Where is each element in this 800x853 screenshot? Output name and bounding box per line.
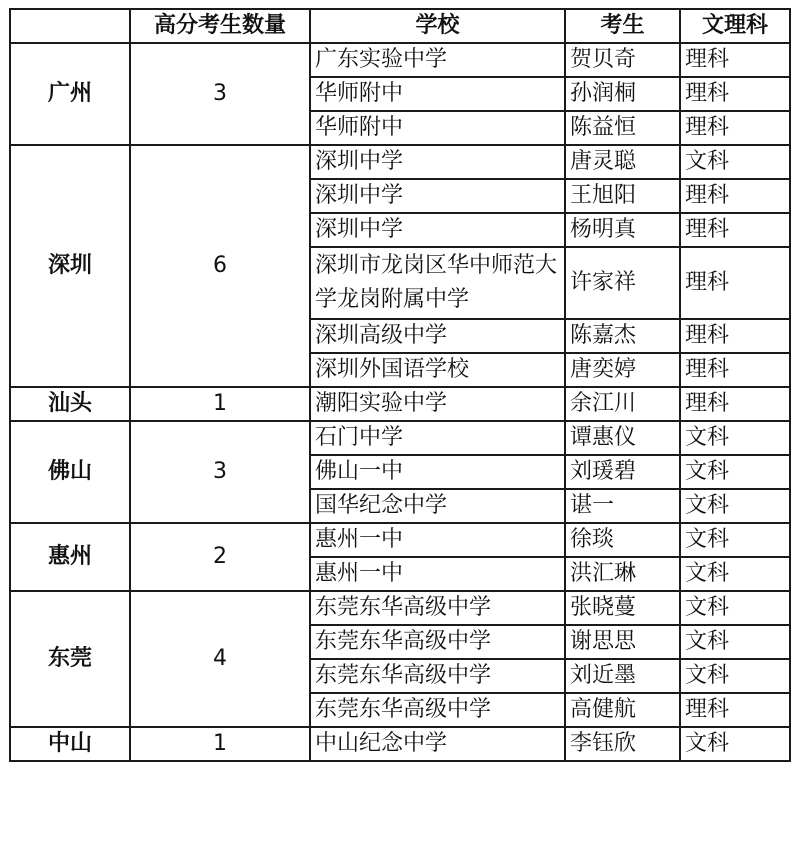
table-row xyxy=(10,387,790,421)
student-cell: 刘近墨 xyxy=(565,659,680,693)
school-cell: 国华纪念中学 xyxy=(310,489,565,523)
school-cell: 东莞东华高级中学 xyxy=(310,659,565,693)
track-cell: 文科 xyxy=(680,625,790,659)
header-count: 高分考生数量 xyxy=(130,9,310,43)
count-cell: 4 xyxy=(130,591,310,727)
school-cell: 深圳中学 xyxy=(310,145,565,179)
school-cell: 惠州一中 xyxy=(310,523,565,557)
school-cell: 东莞东华高级中学 xyxy=(310,591,565,625)
student-cell: 谌一 xyxy=(565,489,680,523)
track-cell: 文科 xyxy=(680,727,790,761)
table-row xyxy=(10,421,790,455)
track-cell: 理科 xyxy=(680,179,790,213)
track-cell: 理科 xyxy=(680,111,790,145)
student-cell: 高健航 xyxy=(565,693,680,727)
track-cell: 文科 xyxy=(680,489,790,523)
school-cell: 中山纪念中学 xyxy=(310,727,565,761)
student-cell: 张晓蔓 xyxy=(565,591,680,625)
student-cell: 徐琰 xyxy=(565,523,680,557)
count-cell: 3 xyxy=(130,43,310,145)
track-cell: 文科 xyxy=(680,591,790,625)
student-cell: 陈嘉杰 xyxy=(565,319,680,353)
student-cell: 刘瑗碧 xyxy=(565,455,680,489)
student-cell: 谭惠仪 xyxy=(565,421,680,455)
table-row xyxy=(10,727,790,761)
header-row xyxy=(10,9,790,43)
city-cell: 汕头 xyxy=(10,387,130,421)
track-cell: 文科 xyxy=(680,557,790,591)
track-cell: 文科 xyxy=(680,421,790,455)
student-cell: 唐灵聪 xyxy=(565,145,680,179)
header-city xyxy=(10,9,130,43)
student-cell: 唐奕婷 xyxy=(565,353,680,387)
track-cell: 文科 xyxy=(680,659,790,693)
track-cell: 理科 xyxy=(680,693,790,727)
school-cell: 东莞东华高级中学 xyxy=(310,693,565,727)
table-body xyxy=(10,43,790,761)
school-cell: 东莞东华高级中学 xyxy=(310,625,565,659)
student-cell: 王旭阳 xyxy=(565,179,680,213)
count-cell: 1 xyxy=(130,727,310,761)
track-cell: 理科 xyxy=(680,43,790,77)
school-cell: 深圳中学 xyxy=(310,213,565,247)
count-cell: 1 xyxy=(130,387,310,421)
city-cell: 深圳 xyxy=(10,145,130,387)
count-cell: 6 xyxy=(130,145,310,387)
track-cell: 理科 xyxy=(680,213,790,247)
count-cell: 3 xyxy=(130,421,310,523)
city-cell: 东莞 xyxy=(10,591,130,727)
table-row xyxy=(10,523,790,557)
table-row xyxy=(10,591,790,625)
student-cell: 洪汇琳 xyxy=(565,557,680,591)
school-cell: 潮阳实验中学 xyxy=(310,387,565,421)
city-cell: 中山 xyxy=(10,727,130,761)
school-cell: 深圳市龙岗区华中师范大学龙岗附属中学 xyxy=(310,247,565,319)
school-cell: 华师附中 xyxy=(310,111,565,145)
school-cell: 深圳中学 xyxy=(310,179,565,213)
school-cell: 深圳高级中学 xyxy=(310,319,565,353)
track-cell: 文科 xyxy=(680,455,790,489)
student-cell: 孙润桐 xyxy=(565,77,680,111)
city-cell: 惠州 xyxy=(10,523,130,591)
city-cell: 佛山 xyxy=(10,421,130,523)
school-cell: 华师附中 xyxy=(310,77,565,111)
track-cell: 理科 xyxy=(680,353,790,387)
track-cell: 理科 xyxy=(680,247,790,319)
school-cell: 惠州一中 xyxy=(310,557,565,591)
school-cell: 广东实验中学 xyxy=(310,43,565,77)
city-cell: 广州 xyxy=(10,43,130,145)
header-student: 考生 xyxy=(565,9,680,43)
school-cell: 佛山一中 xyxy=(310,455,565,489)
track-cell: 文科 xyxy=(680,523,790,557)
count-cell: 2 xyxy=(130,523,310,591)
track-cell: 理科 xyxy=(680,387,790,421)
table-row xyxy=(10,43,790,77)
student-cell: 谢思思 xyxy=(565,625,680,659)
student-cell: 贺贝奇 xyxy=(565,43,680,77)
header-school: 学校 xyxy=(310,9,565,43)
school-cell: 石门中学 xyxy=(310,421,565,455)
student-cell: 陈益恒 xyxy=(565,111,680,145)
student-cell: 李钰欣 xyxy=(565,727,680,761)
student-cell: 许家祥 xyxy=(565,247,680,319)
score-table xyxy=(9,8,791,762)
table-row xyxy=(10,145,790,179)
student-cell: 余江川 xyxy=(565,387,680,421)
track-cell: 理科 xyxy=(680,319,790,353)
header-track: 文理科 xyxy=(680,9,790,43)
school-cell: 深圳外国语学校 xyxy=(310,353,565,387)
track-cell: 文科 xyxy=(680,145,790,179)
track-cell: 理科 xyxy=(680,77,790,111)
student-cell: 杨明真 xyxy=(565,213,680,247)
